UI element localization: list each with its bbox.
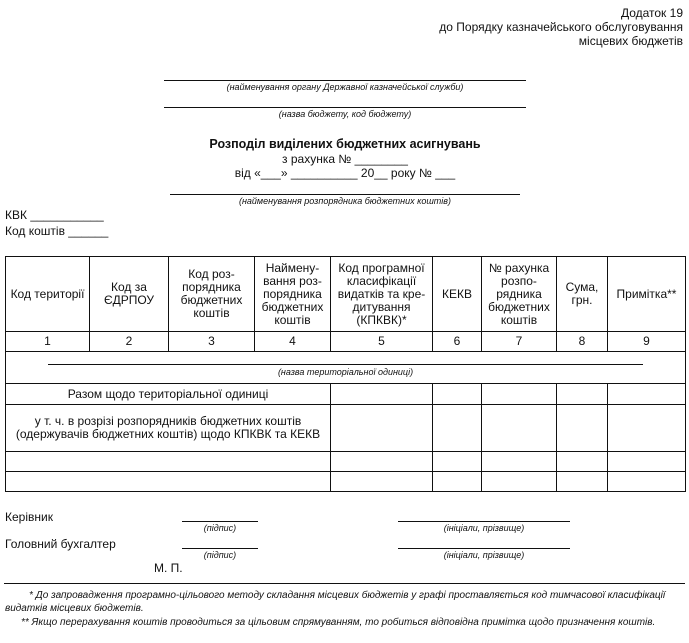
header-cell: Код програмної класифікації видатків та кре-дитування (КПКВК)* bbox=[331, 257, 433, 332]
footnote-2: ** Якщо перерахування коштів проводиться за цільовим спрямуванням, то робиться відповідна примітка щодо призначення коштів. bbox=[21, 617, 656, 628]
empty-row bbox=[6, 452, 686, 472]
table-cell bbox=[331, 384, 433, 405]
appendix-block bbox=[439, 6, 683, 48]
head-signature-line bbox=[182, 521, 258, 522]
head-initials-caption: (ініціали, прізвище) bbox=[443, 523, 525, 533]
total-row bbox=[6, 384, 686, 405]
header-cell: Код території bbox=[6, 257, 90, 332]
footnote-separator bbox=[4, 583, 685, 584]
funds-code-field: Код коштів ______ bbox=[5, 224, 109, 238]
table-header-row bbox=[6, 257, 686, 332]
table-cell bbox=[331, 452, 433, 472]
table-cell bbox=[608, 405, 686, 452]
table-cell bbox=[482, 405, 557, 452]
column-number: 6 bbox=[433, 332, 482, 352]
table-cell bbox=[608, 472, 686, 492]
table-cell bbox=[557, 405, 608, 452]
accountant-signature-line bbox=[182, 548, 258, 549]
table-cell bbox=[433, 452, 482, 472]
table-cell bbox=[482, 452, 557, 472]
spending-unit-caption: (найменування розпорядника бюджетних коштів) bbox=[238, 196, 452, 206]
column-number: 4 bbox=[255, 332, 331, 352]
document-title: Розподіл виділених бюджетних асигнувань bbox=[209, 137, 481, 151]
header-cell: Сума, грн. bbox=[557, 257, 608, 332]
territory-caption: (назва територіальної одиниці) bbox=[277, 367, 414, 377]
column-number: 5 bbox=[331, 332, 433, 352]
table-cell bbox=[608, 452, 686, 472]
footnote-1: * До запровадження програмно-цільового методу складання місцевих бюджетів у графі проставляється код тимчасової класифікації видатків місцевих бюджетів. bbox=[5, 590, 666, 614]
accountant-signature-caption: (підпис) bbox=[203, 550, 237, 560]
table-cell bbox=[608, 384, 686, 405]
column-number-row bbox=[6, 332, 686, 352]
head-label: Керівник bbox=[5, 510, 53, 524]
head-signature-caption: (підпис) bbox=[203, 523, 237, 533]
allocation-table bbox=[5, 256, 686, 492]
budget-name-caption: (назва бюджету, код бюджету) bbox=[278, 109, 412, 119]
accountant-initials-line bbox=[398, 548, 570, 549]
treasury-body-caption: (найменування органу Державної казначейської служби) bbox=[226, 82, 464, 92]
stamp-label: М. П. bbox=[154, 561, 183, 575]
territory-row bbox=[6, 352, 686, 384]
table-cell bbox=[331, 405, 433, 452]
total-row-label: Разом щодо територіальної одиниці bbox=[6, 384, 331, 405]
column-number: 9 bbox=[608, 332, 686, 352]
column-number: 7 bbox=[482, 332, 557, 352]
budget-name-line bbox=[164, 107, 526, 108]
header-cell: Примітка** bbox=[608, 257, 686, 332]
header-cell: Код за ЄДРПОУ bbox=[90, 257, 169, 332]
appendix-reference-cont: місцевих бюджетів bbox=[578, 34, 683, 48]
head-initials-line bbox=[398, 521, 570, 522]
column-number: 8 bbox=[557, 332, 608, 352]
breakdown-row-label: у т. ч. в розрізі розпорядників бюджетних коштів (одержувачів бюджетних коштів) щодо КПКВК та КЕКВ bbox=[6, 405, 331, 452]
header-cell: КЕКВ bbox=[433, 257, 482, 332]
territory-name-line bbox=[48, 364, 643, 365]
spending-unit-line bbox=[170, 194, 520, 195]
breakdown-row bbox=[6, 405, 686, 452]
chief-accountant-label: Головний бухгалтер bbox=[5, 537, 116, 551]
table-cell bbox=[331, 472, 433, 492]
table-cell bbox=[433, 472, 482, 492]
table-cell bbox=[433, 384, 482, 405]
table-cell bbox=[557, 384, 608, 405]
table-cell bbox=[557, 472, 608, 492]
header-cell: № рахунка розпо-рядника бюджетних коштів bbox=[482, 257, 557, 332]
header-cell: Код роз-порядника бюджетних коштів bbox=[169, 257, 255, 332]
empty-row bbox=[6, 472, 686, 492]
treasury-body-line bbox=[164, 80, 526, 81]
table-cell bbox=[6, 472, 331, 492]
column-number: 3 bbox=[169, 332, 255, 352]
appendix-number: Додаток 19 bbox=[620, 6, 683, 20]
date-line: від «___» __________ 20__ року № ___ bbox=[234, 166, 456, 180]
table-cell bbox=[6, 452, 331, 472]
territory-cell bbox=[6, 352, 686, 384]
kvk-field: КВК ___________ bbox=[5, 208, 104, 222]
table-cell bbox=[433, 405, 482, 452]
header-cell: Наймену-вання роз-порядника бюджетних коштів bbox=[255, 257, 331, 332]
accountant-initials-caption: (ініціали, прізвище) bbox=[443, 550, 525, 560]
column-number: 1 bbox=[6, 332, 90, 352]
account-number-line: з рахунка № ________ bbox=[282, 152, 408, 166]
table-cell bbox=[482, 384, 557, 405]
appendix-reference: до Порядку казначейського обслуговування bbox=[439, 20, 683, 34]
table-cell bbox=[482, 472, 557, 492]
table-cell bbox=[557, 452, 608, 472]
column-number: 2 bbox=[90, 332, 169, 352]
